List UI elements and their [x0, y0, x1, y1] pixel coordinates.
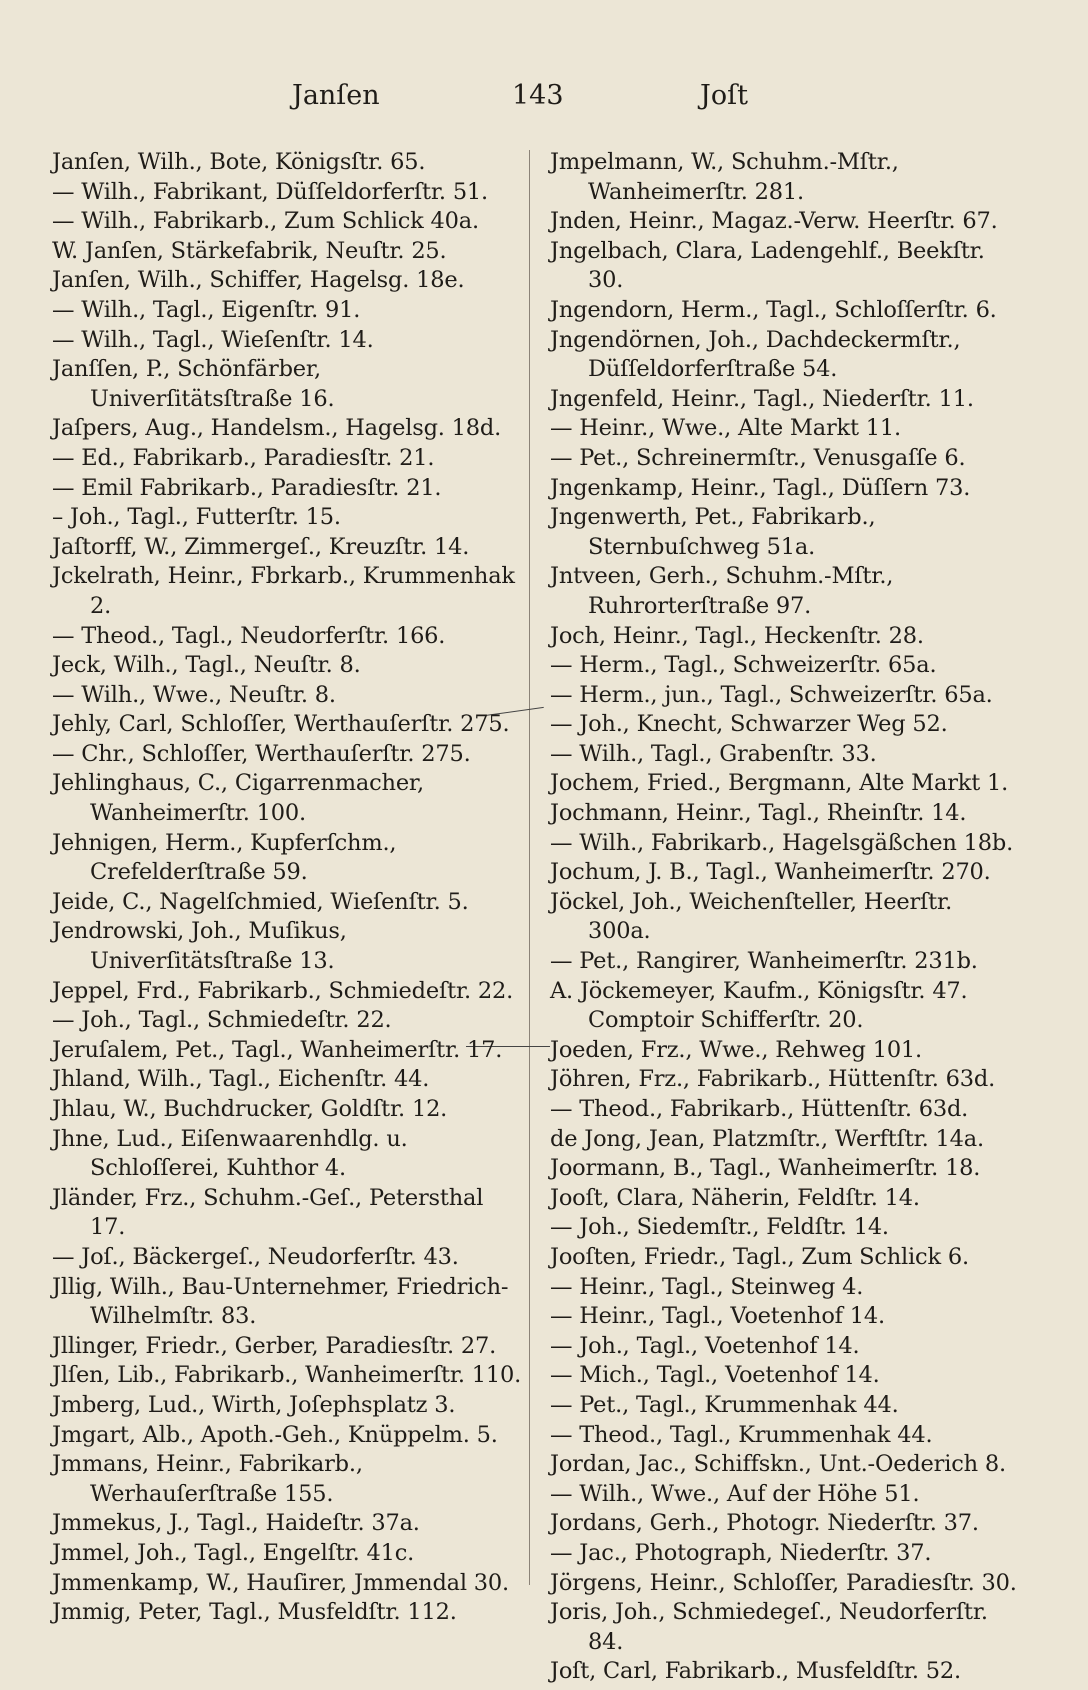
directory-entry: Jaſtorff, W., Zimmergeſ., Kreuzſtr. 14. [52, 533, 470, 560]
directory-entry: Jngelbach, Clara, Ladengehlf., Beekſtr. 30. [550, 237, 985, 294]
directory-entry: — Theod., Tagl., Neudorferſtr. 166. [52, 622, 446, 649]
directory-entry: Jngenkamp, Heinr., Tagl., Düſſern 73. [550, 474, 971, 501]
directory-entry: Jmmans, Heinr., Fabrikarb., Werhauſerſtraße 155. [52, 1451, 363, 1507]
directory-entry: — Pet., Tagl., Krummenhak 44. [550, 1391, 899, 1418]
directory-entry: — Heinr., Tagl., Steinweg 4. [550, 1273, 864, 1300]
directory-entry: Jmmenkamp, W., Hauſirer, Jmmendal 30. [52, 1569, 509, 1596]
header-left-keyword: Janſen [292, 80, 380, 111]
directory-entry: Jochmann, Heinr., Tagl., Rheinſtr. 14. [550, 800, 967, 827]
directory-entry: Jckelrath, Heinr., Fbrkarb., Krummenhak 2. [52, 563, 515, 619]
left-column [52, 148, 522, 1628]
directory-entry: Jmmekus, J., Tagl., Haideſtr. 37a. [52, 1510, 420, 1537]
directory-entry: — Ed., Fabrikarb., Paradiesſtr. 21. [52, 444, 435, 471]
directory-entry: — Herm., Tagl., Schweizerſtr. 65a. [550, 652, 937, 679]
directory-entry: Jhland, Wilh., Tagl., Eichenſtr. 44. [52, 1066, 430, 1093]
directory-entry: — Joſ., Bäckergeſ., Neudorferſtr. 43. [52, 1243, 459, 1270]
directory-entry: Joormann, B., Tagl., Wanheimerſtr. 18. [550, 1155, 981, 1182]
directory-entry: Joeden, Frz., Wwe., Rehweg 101. [550, 1036, 923, 1063]
directory-entry: — Jac., Photograph, Niederſtr. 37. [550, 1539, 932, 1566]
column-divider [529, 150, 530, 1585]
directory-entry: Jmpelmann, W., Schuhm.-Mſtr., Wanheimerſtr. 281. [550, 149, 899, 205]
directory-entry: Jeppel, Frd., Fabrikarb., Schmiedeſtr. 22. [52, 977, 514, 1004]
directory-entry: — Joh., Knecht, Schwarzer Weg 52. [550, 711, 948, 738]
directory-entry: Jendrowski, Joh., Muſikus, Univerſitätsſtraße 13. [52, 918, 347, 975]
directory-entry: Jngenwerth, Pet., Fabrikarb., Sternbuſchweg 51a. [550, 504, 876, 560]
directory-entry: Jöhren, Frz., Fabrikarb., Hüttenſtr. 63d. [550, 1066, 996, 1093]
directory-entry: — Emil Fabrikarb., Paradiesſtr. 21. [52, 474, 442, 501]
directory-entry: de Jong, Jean, Platzmſtr., Werftſtr. 14a. [550, 1125, 984, 1152]
directory-entry: — Wilh., Fabrikarb., Hagelsgäßchen 18b. [550, 829, 1014, 856]
directory-entry: Jllig, Wilh., Bau-Unternehmer, Friedrich-Wilhelmſtr. 83. [52, 1273, 509, 1330]
directory-entry: — Wilh., Tagl., Grabenſtr. 33. [550, 740, 877, 767]
directory-entry: Jhlau, W., Buchdrucker, Goldſtr. 12. [52, 1096, 448, 1122]
directory-entry: — Wilh., Tagl., Wieſenſtr. 14. [52, 326, 374, 353]
directory-entry: Jaſpers, Aug., Handelsm., Hagelsg. 18d. [52, 415, 502, 442]
directory-entry: Joris, Joh., Schmiedegeſ., Neudorferſtr. 84. [550, 1599, 988, 1655]
directory-entry: Jllinger, Friedr., Gerber, Paradiesſtr. 27. [52, 1332, 497, 1359]
directory-entry: Jhne, Lud., Eiſenwaarenhdlg. u. Schloſſerei, Kuhthor 4. [52, 1125, 408, 1182]
directory-entry: Jngenfeld, Heinr., Tagl., Niederſtr. 11. [550, 385, 974, 412]
directory-entry: — Joh., Tagl., Voetenhof 14. [550, 1332, 860, 1359]
directory-entry: Jooſten, Friedr., Tagl., Zum Schlick 6. [550, 1243, 969, 1270]
directory-entry: — Wilh., Fabrikarb., Zum Schlick 40a. [52, 208, 479, 235]
directory-entry: Jmgart, Alb., Apoth.-Geh., Knüppelm. 5. [52, 1421, 498, 1448]
directory-entry: Jmmel, Joh., Tagl., Engelſtr. 41c. [52, 1539, 415, 1566]
directory-entry: — Heinr., Wwe., Alte Markt 11. [550, 415, 901, 442]
directory-entry: — Chr., Schloſſer, Werthauſerſtr. 275. [52, 740, 471, 767]
page-header [0, 80, 1088, 120]
directory-entry: Jordan, Jac., Schiffskn., Unt.-Oederich 8. [550, 1451, 1006, 1478]
directory-entry: Janſen, Wilh., Bote, Königsſtr. 65. [52, 149, 426, 175]
directory-entry: W. Janſen, Stärkefabrik, Neuſtr. 25. [52, 237, 447, 264]
directory-entry: — Pet., Schreinermſtr., Venusgaſſe 6. [550, 444, 966, 471]
directory-entry: — Joh., Tagl., Schmiedeſtr. 22. [52, 1007, 392, 1034]
header-right-keyword: Joſt [700, 80, 748, 111]
directory-entry: Jordans, Gerh., Photogr. Niederſtr. 37. [550, 1510, 979, 1537]
directory-entry: — Wilh., Tagl., Eigenſtr. 91. [52, 296, 361, 323]
directory-entry: Jländer, Frz., Schuhm.-Geſ., Petersthal 17. [52, 1184, 484, 1241]
directory-entry: Jehnigen, Herm., Kupferſchm., Crefelderſtraße 59. [52, 829, 397, 886]
directory-entry: Joch, Heinr., Tagl., Heckenſtr. 28. [550, 622, 924, 649]
directory-entry: Jntveen, Gerh., Schuhm.-Mſtr., Ruhrorterſtraße 97. [550, 563, 894, 619]
directory-entry: Jochum, J. B., Tagl., Wanheimerſtr. 270. [550, 859, 991, 886]
directory-entry: Jngendorn, Herm., Tagl., Schloſſerſtr. 6. [550, 296, 997, 323]
right-column [550, 148, 1020, 1687]
page-number: 143 [512, 80, 564, 111]
directory-entry: Jeck, Wilh., Tagl., Neuſtr. 8. [52, 652, 361, 679]
directory-entry: Jehlinghaus, C., Cigarrenmacher, Wanheimerſtr. 100. [52, 770, 424, 827]
directory-entry: Joſt, Carl, Fabrikarb., Musfeldſtr. 52. [550, 1658, 961, 1685]
directory-entry: Jnden, Heinr., Magaz.-Verw. Heerſtr. 67. [550, 208, 998, 235]
directory-entry: — Pet., Rangirer, Wanheimerſtr. 231b. [550, 948, 978, 975]
directory-entry: Jooſt, Clara, Näherin, Feldſtr. 14. [550, 1184, 920, 1211]
directory-entry: Jmberg, Lud., Wirth, Joſephsplatz 3. [52, 1391, 456, 1418]
directory-entry: — Herm., jun., Tagl., Schweizerſtr. 65a. [550, 681, 993, 708]
directory-entry: Jeruſalem, Pet., Tagl., Wanheimerſtr. 17. [52, 1036, 503, 1063]
directory-entry: — Wilh., Wwe., Auf der Höhe 51. [550, 1480, 920, 1507]
directory-entry: — Wilh., Fabrikant, Düſſeldorferſtr. 51. [52, 178, 489, 205]
directory-entry: Jngendörnen, Joh., Dachdeckermſtr., Düſſeldorferſtraße 54. [550, 326, 961, 383]
directory-entry: A. Jöckemeyer, Kaufm., Königsſtr. 47. Comptoir Schifferſtr. 20. [550, 977, 968, 1034]
directory-entry: Jörgens, Heinr., Schloſſer, Paradiesſtr. 30. [550, 1569, 1017, 1596]
directory-entry: Jochem, Fried., Bergmann, Alte Markt 1. [550, 770, 1009, 797]
directory-entry: — Heinr., Tagl., Voetenhof 14. [550, 1303, 885, 1330]
directory-entry: — Theod., Tagl., Krummenhak 44. [550, 1421, 933, 1448]
directory-entry: Jeide, C., Nagelſchmied, Wieſenſtr. 5. [52, 888, 469, 915]
directory-entry: Jehly, Carl, Schloſſer, Werthauſerſtr. 275. [52, 711, 510, 738]
directory-entry: — Theod., Fabrikarb., Hüttenſtr. 63d. [550, 1096, 969, 1122]
directory-entry: — Mich., Tagl., Voetenhof 14. [550, 1362, 880, 1389]
directory-entry: Janſen, Wilh., Schiffer, Hagelsg. 18e. [52, 267, 465, 294]
directory-entry: — Joh., Siedemſtr., Feldſtr. 14. [550, 1214, 889, 1241]
directory-entry: — Wilh., Wwe., Neuſtr. 8. [52, 681, 336, 708]
directory-entry: Jöckel, Joh., Weichenſteller, Heerſtr. 300a. [550, 888, 953, 945]
directory-entry: – Joh., Tagl., Futterſtr. 15. [52, 504, 341, 531]
directory-entry: Jlſen, Lib., Fabrikarb., Wanheimerſtr. 110. [52, 1362, 522, 1389]
directory-entry: Jmmig, Peter, Tagl., Musfeldſtr. 112. [52, 1599, 457, 1626]
directory-entry: Janſſen, P., Schönfärber, Univerſitätsſtraße 16. [52, 356, 335, 412]
